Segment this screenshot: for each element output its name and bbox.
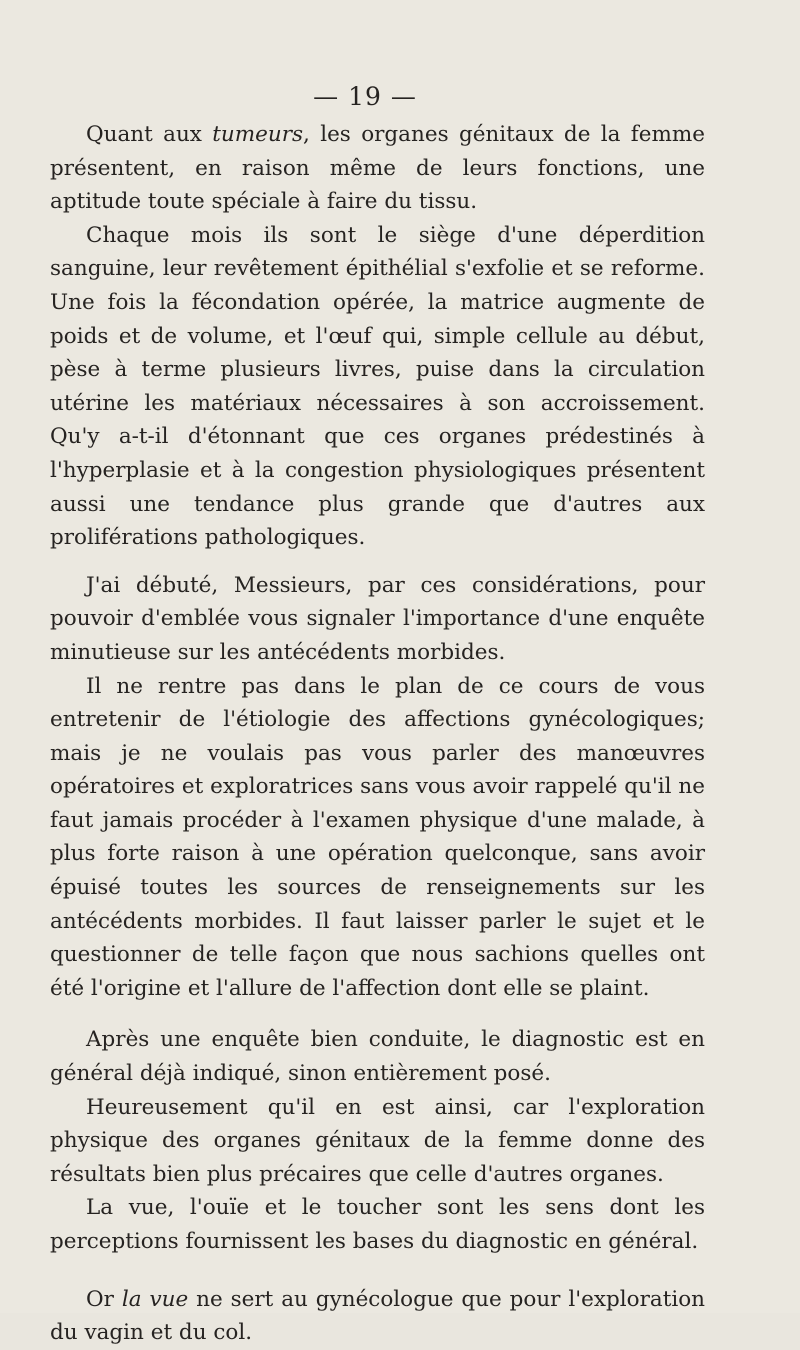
text-body [50, 118, 705, 1350]
paragraph-text: Chaque mois ils sont le siège d'une déperdition sanguine, leur revêtement épithélial s'exfolie et se reforme. Une fois la fécondation opérée, la matrice augmente de poids et de volume, et l'œuf qui, simple cellule au début, pèse à terme plusieurs livres, puise dans la circulation utérine les matériaux nécessaires à son accroissement. Qu'y a-t-il d'étonnant que ces organes prédestinés à l'hyperplasie et à la congestion physiologiques présentent aussi une tendance plus grande que d'autres aux proliférations pathologiques. [50, 222, 705, 551]
paragraph [50, 1283, 705, 1350]
paragraph [50, 1091, 705, 1192]
italic-text: tumeurs [212, 122, 304, 147]
page-number: — 19 — [313, 82, 417, 111]
paragraph-text: Or [86, 1286, 122, 1312]
paragraph-text: Quant aux [86, 122, 213, 147]
paragraph [50, 1191, 705, 1258]
paragraph [50, 569, 705, 670]
paragraph [50, 670, 705, 1006]
paragraph-text: ne sert au gynécologue que pour l'exploration du vagin et du col. [50, 1286, 705, 1346]
paragraph-text: , les organes génitaux de la femme présentent, en raison même de leurs fonctions, une aptitude toute spéciale à faire du tissu. [50, 122, 705, 215]
paragraph-text: La vue, l'ouïe et le toucher sont les sens dont les perceptions fournissent les bases du diagnostic en général. [50, 1195, 705, 1254]
paragraph-text: Il ne rentre pas dans le plan de ce cours de vous entretenir de l'étiologie des affections gynécologiques; mais je ne voulais pas vous parler des manœuvres opératoires et exploratrices sans vous avoir rappelé qu'il ne faut jamais procéder à l'examen physique d'une malade, à plus forte raison à une opération quelconque, sans avoir épuisé toutes les sources de renseignements sur les antécédents morbides. Il faut laisser parler le sujet et le questionner de telle façon que nous sachions quelles ont été l'origine et l'allure de l'affection dont elle se plaint. [50, 673, 705, 1001]
paragraph-text: Après une enquête bien conduite, le diagnostic est en général déjà indiqué, sinon entièrement posé. [50, 1027, 705, 1087]
paragraph [50, 1023, 705, 1090]
paragraph [50, 118, 705, 219]
paragraph-text: Heureusement qu'il en est ainsi, car l'exploration physique des organes génitaux de la femme donne des résultats bien plus précaires que celle d'autres organes. [50, 1094, 705, 1187]
paragraph [50, 219, 705, 555]
paragraph-text: J'ai débuté, Messieurs, par ces considérations, pour pouvoir d'emblée vous signaler l'importance d'une enquête minutieuse sur les antécédents morbides. [50, 572, 705, 665]
italic-text: la vue [121, 1286, 189, 1312]
